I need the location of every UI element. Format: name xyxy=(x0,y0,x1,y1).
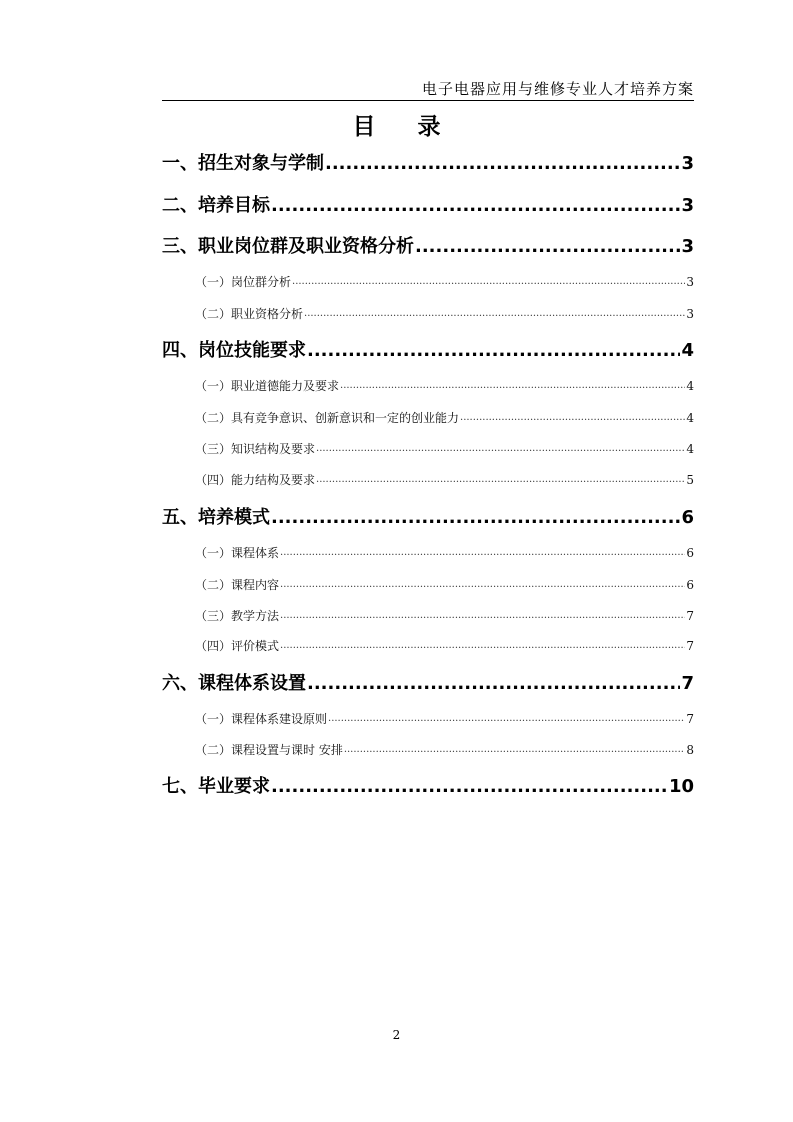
toc-entry-page: 7 xyxy=(686,639,694,653)
dot-leader xyxy=(304,305,685,323)
toc-entry-label: （一）岗位群分析 xyxy=(195,275,292,289)
toc-entry-page: 3 xyxy=(681,153,694,174)
dot-leader xyxy=(271,774,668,800)
toc-entry-label: 三、职业岗位群及职业资格分析 xyxy=(162,236,414,257)
toc-entry-page: 4 xyxy=(686,411,694,425)
dot-leader xyxy=(280,607,685,625)
dot-leader xyxy=(280,544,685,562)
dot-leader xyxy=(280,576,685,594)
toc-entry-page: 10 xyxy=(668,776,694,797)
toc-entry-label: （三）知识结构及要求 xyxy=(195,442,316,456)
toc-title: 目录 xyxy=(352,114,483,140)
toc-entry-5-1[interactable] xyxy=(162,544,694,562)
dot-leader xyxy=(307,338,680,364)
toc-entry-page: 4 xyxy=(681,340,694,361)
toc-entry-label: 七、毕业要求 xyxy=(162,776,270,797)
toc-entry-5[interactable] xyxy=(162,505,694,531)
toc-entry-label: （四）能力结构及要求 xyxy=(195,473,316,487)
toc-entry-page: 3 xyxy=(681,195,694,216)
toc-entry-label: （一）课程体系 xyxy=(195,546,280,560)
toc-entry-page: 6 xyxy=(686,578,694,592)
toc-entry-label: 四、岗位技能要求 xyxy=(162,340,306,361)
toc-entry-4[interactable] xyxy=(162,338,694,364)
toc-entry-label: （一）课程体系建设原则 xyxy=(195,712,328,726)
dot-leader xyxy=(340,377,685,395)
dot-leader xyxy=(325,151,680,177)
dot-leader xyxy=(316,471,685,489)
toc-entry-2[interactable] xyxy=(162,193,694,219)
toc-entry-label: 二、培养目标 xyxy=(162,195,270,216)
dot-leader xyxy=(344,741,686,759)
toc-entry-label: （一）职业道德能力及要求 xyxy=(195,379,340,393)
toc-entry-page: 6 xyxy=(686,546,694,560)
toc-entry-label: （二）职业资格分析 xyxy=(195,307,304,321)
toc-entry-page: 6 xyxy=(681,507,694,528)
toc-entry-page: 4 xyxy=(686,379,694,393)
toc-entry-page: 7 xyxy=(681,673,694,694)
toc-entry-page: 3 xyxy=(681,236,694,257)
toc-entry-4-1[interactable] xyxy=(162,377,694,395)
toc-entry-page: 7 xyxy=(686,712,694,726)
dot-leader xyxy=(460,409,685,427)
toc-entry-7[interactable] xyxy=(162,774,694,800)
toc-entry-label: （四）评价模式 xyxy=(195,639,280,653)
dot-leader xyxy=(271,193,680,219)
toc-entry-label: （二）具有竞争意识、创新意识和一定的创业能力 xyxy=(195,411,460,425)
toc-entry-4-3[interactable] xyxy=(162,440,694,458)
dot-leader xyxy=(307,671,680,697)
dot-leader xyxy=(415,234,680,260)
toc-entry-label: （三）教学方法 xyxy=(195,609,280,623)
toc-entry-page: 8 xyxy=(686,743,694,757)
toc-entry-5-4[interactable] xyxy=(162,637,694,655)
toc-entry-3-2[interactable] xyxy=(162,305,694,323)
toc-entry-6-1[interactable] xyxy=(162,710,694,728)
toc-entry-label: 五、培养模式 xyxy=(162,507,270,528)
toc-entry-page: 4 xyxy=(686,442,694,456)
toc-entry-label: （二）课程内容 xyxy=(195,578,280,592)
toc-entry-5-2[interactable] xyxy=(162,576,694,594)
toc-entry-label: 六、课程体系设置 xyxy=(162,673,306,694)
page-header-title: 电子电器应用与维修专业人才培养方案 xyxy=(421,80,694,98)
dot-leader xyxy=(316,440,685,458)
toc-entry-page: 3 xyxy=(686,275,694,289)
toc-entry-4-4[interactable] xyxy=(162,471,694,489)
page-number: 2 xyxy=(392,1028,401,1042)
dot-leader xyxy=(328,710,685,728)
toc-entry-6[interactable] xyxy=(162,671,694,697)
toc-entry-label: （二）课程设置与课时 安排 xyxy=(195,743,343,757)
toc-entry-label: 一、招生对象与学制 xyxy=(162,153,324,174)
toc-entry-6-2[interactable] xyxy=(162,741,694,759)
table-of-contents xyxy=(162,0,694,1122)
toc-entry-page: 3 xyxy=(686,307,694,321)
toc-entry-3[interactable] xyxy=(162,234,694,260)
toc-entry-1[interactable] xyxy=(162,151,694,177)
toc-entry-page: 5 xyxy=(686,473,694,487)
toc-entry-page: 7 xyxy=(686,609,694,623)
dot-leader xyxy=(271,505,680,531)
dot-leader xyxy=(280,637,685,655)
dot-leader xyxy=(292,273,685,291)
toc-entry-4-2[interactable] xyxy=(162,409,694,427)
toc-entry-5-3[interactable] xyxy=(162,607,694,625)
toc-entry-3-1[interactable] xyxy=(162,273,694,291)
